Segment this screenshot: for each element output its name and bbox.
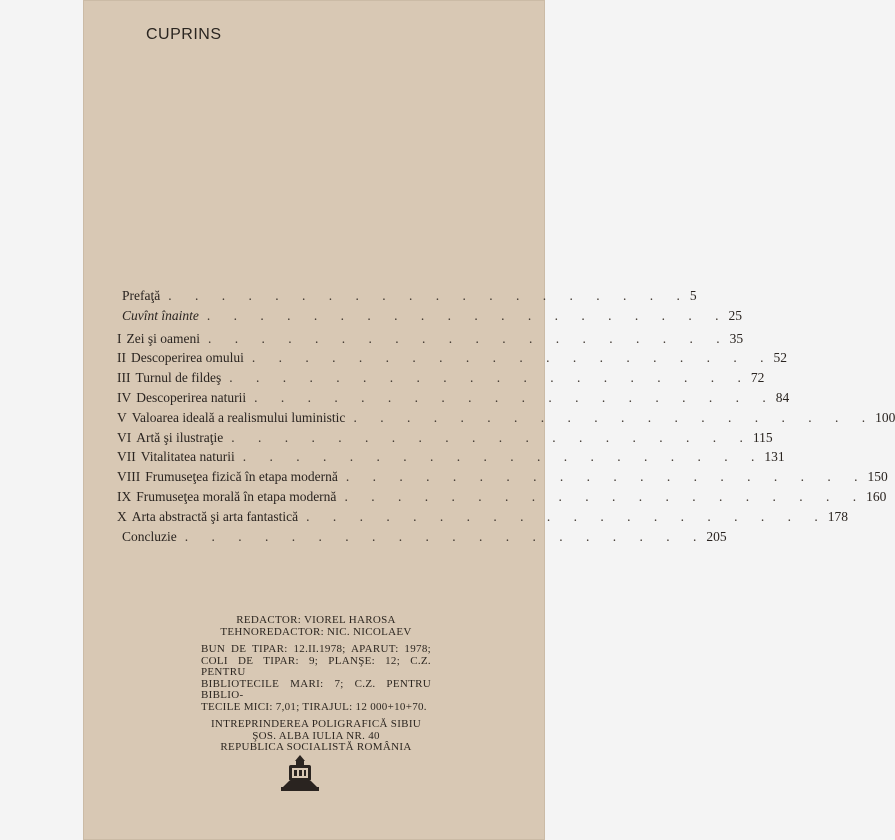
page-number: 25 [728, 307, 742, 323]
page-title: CUPRINS [146, 26, 222, 43]
chapter-title: Descoperirea omului [131, 350, 244, 366]
page-number: 160 [866, 488, 887, 504]
toc-entry [117, 528, 727, 549]
print-details [201, 644, 431, 713]
toc-entry [117, 429, 773, 450]
chapter-number: I [117, 330, 122, 346]
toc-entry [117, 389, 790, 410]
chapter-number: IV [117, 389, 132, 405]
printer-info [201, 719, 431, 754]
dot-leader: . . . . . . . . . . . . . . . . . . . . [207, 330, 730, 346]
chapter-number: VIII [117, 469, 141, 485]
chapter-title: Concluzie [122, 528, 177, 544]
chapter-number: V [117, 409, 127, 425]
page-number: 100 [875, 409, 895, 425]
table-of-contents [117, 288, 895, 548]
page-number: 35 [729, 330, 744, 346]
dot-leader: . . . . . . . . . . . . . . . . . . . . [242, 449, 765, 465]
chapter-number: III [117, 370, 131, 386]
page-number: 115 [752, 429, 773, 445]
dot-leader: . . . . . . . . . . . . . . . . . . . . [184, 528, 707, 544]
chapter-number: X [117, 508, 127, 524]
credits [201, 615, 431, 638]
chapter-title: Valoarea ideală a realismului luministic [131, 409, 346, 425]
dot-leader: . . . . . . . . . . . . . . . . . . . . [344, 488, 867, 504]
toc-entry [117, 488, 887, 509]
chapter-number: VII [117, 449, 136, 465]
book-page [83, 0, 895, 840]
dot-leader: . . . . . . . . . . . . . . . . . . . . [306, 508, 828, 524]
toc-entry [117, 307, 742, 328]
dot-leader: . . . . . . . . . . . . . . . . . . . . [229, 370, 751, 386]
dot-leader: . . . . . . . . . . . . . . . . . . . . [345, 469, 868, 485]
chapter-title: Zei şi oameni [126, 330, 200, 346]
chapter-title: Frumuseţea morală în etapa modernă [136, 488, 337, 504]
chapter-number: VI [117, 429, 132, 445]
toc-entry [117, 508, 849, 529]
chapter-title: Artă şi ilustraţie [136, 429, 224, 445]
chapter-title: Prefaţă [122, 288, 161, 303]
toc-entry [117, 330, 744, 351]
printer-line: REPUBLICA SOCIALISTĂ ROMÂNIA [220, 741, 412, 754]
printer-emblem-icon [279, 753, 321, 795]
print-line: BIBLIOTECILE MARI: 7; C.Z. PENTRU BIBLIO- [201, 677, 431, 702]
dot-leader: . . . . . . . . . . . . . . . . . . . . [353, 409, 876, 425]
dot-leader: . . . . . . . . . . . . . . . . . . . . [251, 350, 774, 366]
print-line: COLI DE TIPAR: 9; PLANŞE: 12; C.Z. PENTRU [201, 654, 431, 679]
editor-line: REDACTOR: VIOREL HAROSA [236, 614, 396, 626]
chapter-title: Vitalitatea naturii [140, 449, 235, 465]
toc-entry [117, 350, 787, 370]
toc-entry [117, 288, 697, 308]
page-number: 150 [867, 469, 888, 485]
toc-entry [117, 449, 785, 469]
print-line: TECILE MICI: 7,01; TIRAJUL: 12 000+10+70. [201, 700, 427, 713]
page-number: 84 [775, 389, 790, 405]
chapter-number: IX [117, 488, 132, 504]
colophon [201, 615, 431, 754]
page-number: 178 [827, 508, 849, 524]
page-number: 5 [689, 288, 697, 303]
tech-editor-line: TEHNOREDACTOR: NIC. NICOLAEV [220, 625, 412, 638]
printer-line: INTREPRINDEREA POLIGRAFICĂ SIBIU [210, 718, 422, 731]
chapter-title: Frumuseţea fizică în etapa modernă [145, 469, 338, 485]
toc-entry [117, 370, 765, 390]
page-number: 205 [706, 528, 727, 544]
page-number: 131 [764, 449, 785, 465]
page-number: 52 [773, 350, 787, 366]
chapter-number: II [117, 350, 126, 366]
dot-leader: . . . . . . . . . . . . . . . . . . . . [168, 288, 690, 303]
toc-entry [117, 409, 895, 430]
dot-leader: . . . . . . . . . . . . . . . . . . . . [231, 429, 753, 445]
chapter-title: Cuvînt înainte [122, 307, 199, 323]
dot-leader: . . . . . . . . . . . . . . . . . . . . [206, 307, 729, 323]
printer-line: ŞOS. ALBA IULIA NR. 40 [252, 729, 380, 742]
chapter-title: Arta abstractă şi arta fantastică [131, 508, 299, 524]
print-line: BUN DE TIPAR: 12.II.1978; APARUT: 1978; [201, 643, 431, 656]
chapter-title: Turnul de fildeş [135, 370, 222, 386]
chapter-title: Descoperirea naturii [136, 389, 247, 405]
toc-entry [117, 469, 888, 489]
dot-leader: . . . . . . . . . . . . . . . . . . . . [254, 389, 776, 405]
page-number: 72 [750, 370, 765, 386]
